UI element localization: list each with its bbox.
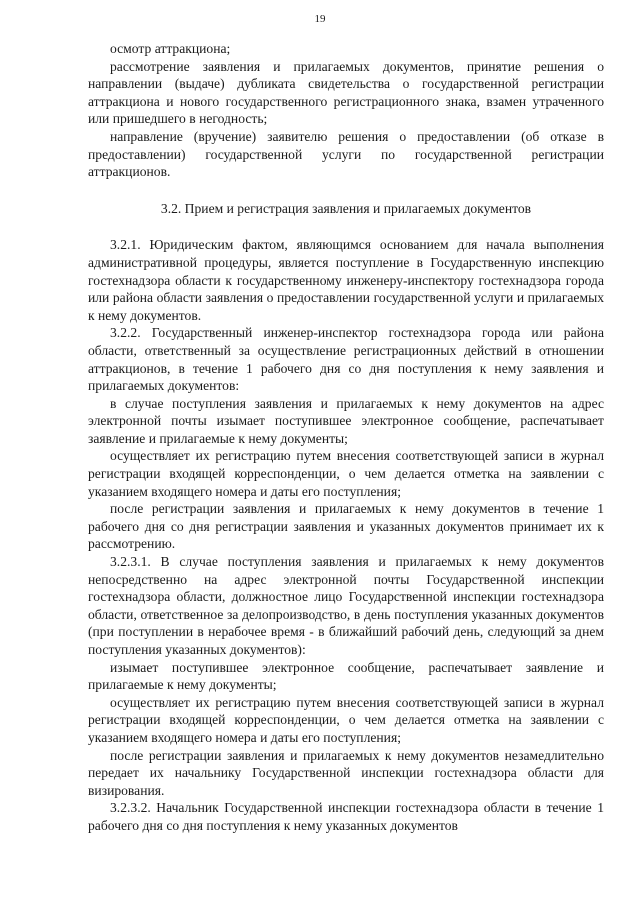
paragraph-decision-delivery: направление (вручение) заявителю решения о предоставлении (об отказе в предоставлении) государственной услуги по государственной регистрации аттракционов. (88, 128, 604, 180)
paragraph-email-receipt: в случае поступления заявления и прилагаемых к нему документов на адрес электронной почты изымает поступившее электронное сообщение, распечатывает заявление и прилагаемые к нему документы; (88, 395, 604, 446)
paragraph-3-2-2: 3.2.2. Государственный инженер-инспектор гостехнадзора города или района области, ответственный за осуществление регистрационных действий в отношении аттракционов, в течение 1 рабочего дня со дня поступления к нему заявления и прилагаемых документов: (88, 325, 604, 394)
paragraph-inspection: осмотр аттракциона; (110, 41, 231, 56)
paragraph-acceptance: после регистрации заявления и прилагаемых к нему документов в течение 1 рабочего дня со дня регистрации заявления и указанных документов принимает их к рассмотрению. (88, 501, 604, 552)
paragraph-registration: осуществляет их регистрацию путем внесения соответствующей записи в журнал регистрации входящей корреспонденции, о чем делается отметка на заявлении с указанием входящего номера и даты его поступления; (88, 448, 604, 499)
paragraph-3-2-3-2: 3.2.3.2. Начальник Государственной инспекции гостехнадзора области в течение 1 рабочего дня со дня поступления к нему указанных документов (88, 800, 604, 833)
paragraph-3-2-1: 3.2.1. Юридическим фактом, являющимся основанием для начала выполнения административной процедуры, является поступление в Государственную инспекцию гостехнадзора области к государственному инженеру-инспектору гостехнадзора города или района области заявления о предоставлении государственной услуги и прилагаемых к нему документов. (88, 237, 604, 323)
paragraph-transfer-to-head: после регистрации заявления и прилагаемых к нему документов незамедлительно передает их начальнику Государственной инспекции гостехнадзора области для визирования. (88, 747, 604, 798)
page-number: 19 (314, 13, 326, 25)
document-body (88, 40, 604, 835)
paragraph-duplicate-review: рассмотрение заявления и прилагаемых документов, принятие решения о направлении (выдаче) дубликата свидетельства о государственной регистрации аттракциона и нового государственного регистрационного знака, взамен утраченного или пришедшего в негодность; (88, 58, 604, 127)
paragraph-3-2-3-1: 3.2.3.1. В случае поступления заявления и прилагаемых к нему документов непосредственно на адрес электронной почты Государственной инспекции гостехнадзора области, должностное лицо Государственной инспекции гостехнадзора области, ответственное за делопроизводство, в день поступления указанных документов (при поступлении в нерабочее время - в ближайший рабочий день, следующий за днем поступления указанных документов): (88, 554, 604, 657)
paragraph-extract-message: изымает поступившее электронное сообщение, распечатывает заявление и прилагаемые к нему документы; (88, 659, 604, 693)
paragraph-registration-2: осуществляет их регистрацию путем внесения соответствующей записи в журнал регистрации входящей корреспонденции, о чем делается отметка на заявлении с указанием входящего номера и даты его поступления; (88, 694, 604, 745)
section-heading: 3.2. Прием и регистрация заявления и прилагаемых документов (160, 200, 532, 216)
